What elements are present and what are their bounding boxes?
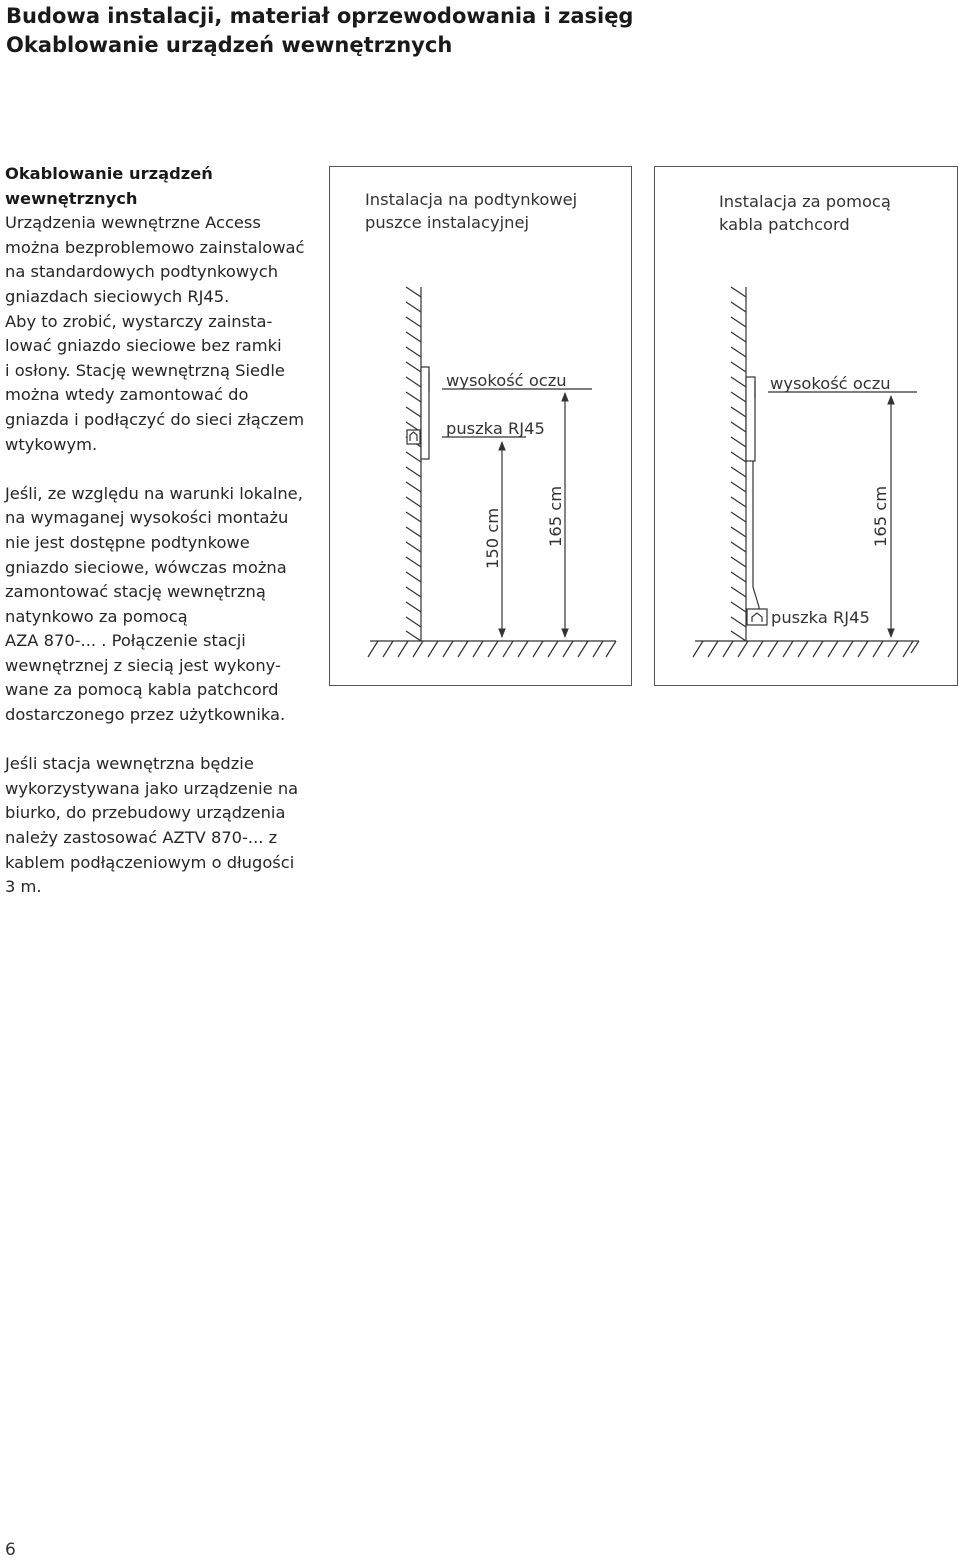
indoor-station — [421, 367, 429, 459]
figure-title-line1: Instalacja za pomocą — [719, 192, 891, 211]
dimension-165-label: 165 cm — [546, 485, 565, 547]
figure-title-line2: puszce instalacyjnej — [365, 213, 529, 232]
p1-line: Urządzenia wewnętrzne Access — [5, 213, 261, 233]
p3-line: Jeśli stacja wewnętrzna będzie — [5, 754, 254, 774]
rj45-box — [747, 609, 767, 625]
section-subtitle: Okablowanie urządzeń wewnętrznych — [6, 33, 453, 57]
p1-line: można bezproblemowo zainstalować — [5, 237, 305, 257]
p2-line: wane za pomocą kabla patchcord — [5, 680, 279, 700]
p2-line: AZA 870-... . Połączenie stacji — [5, 631, 246, 651]
paragraph-1 — [5, 162, 323, 457]
page-header — [6, 2, 633, 60]
p1-line: na standardowych podtynkowych — [5, 262, 279, 282]
patchcord-diagram — [655, 167, 959, 687]
p2-line: gniazdo sieciowe, wówczas można — [5, 557, 287, 577]
eye-height-label: wysokość oczu — [770, 374, 891, 393]
p1-line: można wtedy zamontować do — [5, 385, 249, 405]
box-label: puszka RJ45 — [446, 419, 545, 438]
p2-line: natynkowo za pomocą — [5, 606, 188, 626]
page-number: 6 — [5, 1540, 16, 1560]
patchcord-cable — [753, 461, 759, 615]
body-text-column — [5, 162, 323, 924]
p3-line: 3 m. — [5, 877, 42, 897]
p1-line: wtykowym. — [5, 434, 98, 454]
p1-line: gniazda i podłączyć do sieci złączem — [5, 409, 305, 429]
paragraph-heading: Okablowanie urządzeń wewnętrznych — [5, 164, 213, 208]
p1-line: i osłony. Stację wewnętrzną Siedle — [5, 360, 285, 380]
p1-line: Aby to zrobić, wystarczy zainsta- — [5, 311, 273, 331]
floor-hatch — [693, 641, 919, 657]
figure-title-line2: kabla patchcord — [719, 215, 850, 234]
p2-line: dostarczonego przez użytkownika. — [5, 705, 286, 725]
p1-line: lować gniazdo sieciowe bez ramki — [5, 336, 282, 356]
wall-hatch — [731, 287, 746, 641]
p3-line: należy zastosować AZTV 870-... z — [5, 828, 278, 848]
figure-patchcord — [654, 166, 958, 686]
floor-hatch — [368, 641, 616, 657]
p3-line: biurko, do przebudowy urządzenia — [5, 803, 286, 823]
indoor-station — [746, 377, 755, 461]
flush-mount-diagram — [330, 167, 633, 687]
p2-line: nie jest dostępne podtynkowe — [5, 532, 250, 552]
paragraph-2 — [5, 482, 323, 728]
paragraph-3 — [5, 752, 323, 900]
p3-line: kablem podłączeniowym o długości — [5, 852, 295, 872]
dimension-150-label: 150 cm — [483, 507, 502, 569]
section-title: Budowa instalacji, materiał oprzewodowania i zasięg — [6, 4, 634, 28]
p3-line: wykorzystywana jako urządzenie na — [5, 778, 299, 798]
wall-hatch — [406, 287, 421, 641]
p2-line: wewnętrznej z siecią jest wykony- — [5, 655, 281, 675]
p2-line: na wymaganej wysokości montażu — [5, 508, 289, 528]
eye-height-label: wysokość oczu — [446, 371, 567, 390]
p1-line: gniazdach sieciowych RJ45. — [5, 286, 230, 306]
figure-title-line1: Instalacja na podtynkowej — [365, 190, 578, 209]
figure-flush-mount — [329, 166, 632, 686]
p2-line: Jeśli, ze względu na warunki lokalne, — [5, 483, 303, 503]
p2-line: zamontować stację wewnętrzną — [5, 582, 266, 602]
box-label: puszka RJ45 — [771, 608, 870, 627]
dimension-165-label: 165 cm — [871, 485, 890, 547]
